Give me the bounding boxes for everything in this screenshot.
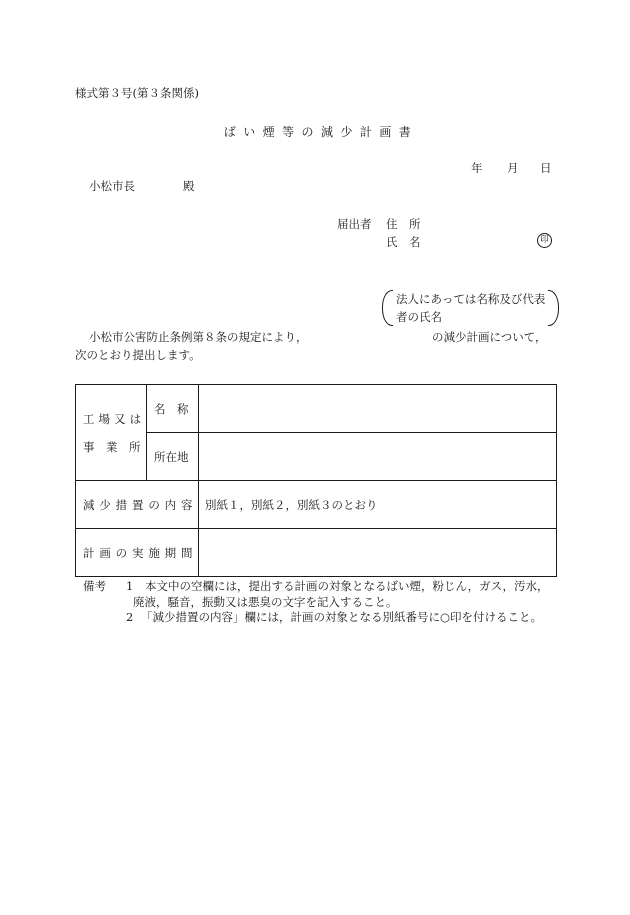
facility-label-cell [76, 385, 147, 481]
form-number: 様式第３号(第３条関係) [75, 86, 199, 100]
body-text-line2: 次のとおり提出します。 [75, 348, 201, 362]
date-year-label: 年 [471, 161, 483, 175]
note-left-paren [382, 290, 393, 326]
addressee-honorific: 殿 [183, 179, 195, 193]
facility-label-line1: 工場又は [83, 411, 146, 426]
remarks-item1-line1: 本文中の空欄には，提出する計画の対象となるばい煙，粉じん，ガス，汚水， [145, 579, 549, 593]
seal-mark: 印 [537, 233, 552, 248]
remarks-item2-text: 「減少措置の内容」欄には，計画の対象となる別紙番号に○印を付けること。 [141, 610, 543, 624]
period-label-cell: 計画の実施期間 [76, 529, 199, 577]
date-day-label: 日 [540, 161, 552, 175]
remarks-item2-number: 2 [126, 610, 134, 624]
period-value-cell[interactable] [199, 529, 557, 577]
remarks-item1-number: 1 [126, 579, 134, 593]
location-label-cell: 所在地 [147, 433, 199, 481]
applicant-role-label: 届出者 [337, 217, 372, 231]
table-row [76, 433, 557, 481]
remarks-heading: 備考 [83, 579, 106, 593]
document-title: ばい煙等の減少計画書 [223, 125, 419, 139]
remarks-item1-line2: 廃液，騒音，振動又は悪臭の文字を記入すること。 [133, 595, 398, 609]
name-value-cell[interactable] [199, 385, 557, 433]
table-row [76, 385, 557, 433]
date-month-label: 月 [507, 161, 519, 175]
note-right-paren [548, 290, 559, 326]
addressee-name: 小松市長 [89, 179, 135, 193]
applicant-name-label: 氏 名 [386, 235, 421, 249]
location-value-cell[interactable] [199, 433, 557, 481]
body-text-part1: 小松市公害防止条例第８条の規定により， [89, 330, 308, 344]
table-row [76, 529, 557, 577]
plan-table [75, 384, 557, 577]
applicant-note-line2: 者の氏名 [396, 310, 442, 324]
applicant-note-line1: 法人にあっては名称及び代表 [396, 292, 546, 306]
measures-label-cell: 減少措置の内容 [76, 481, 199, 529]
body-text-part2: の減少計画について， [432, 330, 547, 344]
name-label-cell: 名 称 [147, 385, 199, 433]
table-row [76, 481, 557, 529]
measures-value-cell: 別紙１，別紙２，別紙３のとおり [199, 481, 557, 529]
applicant-address-label: 住 所 [386, 217, 421, 231]
facility-label-line2: 事 業 所 [83, 439, 141, 454]
